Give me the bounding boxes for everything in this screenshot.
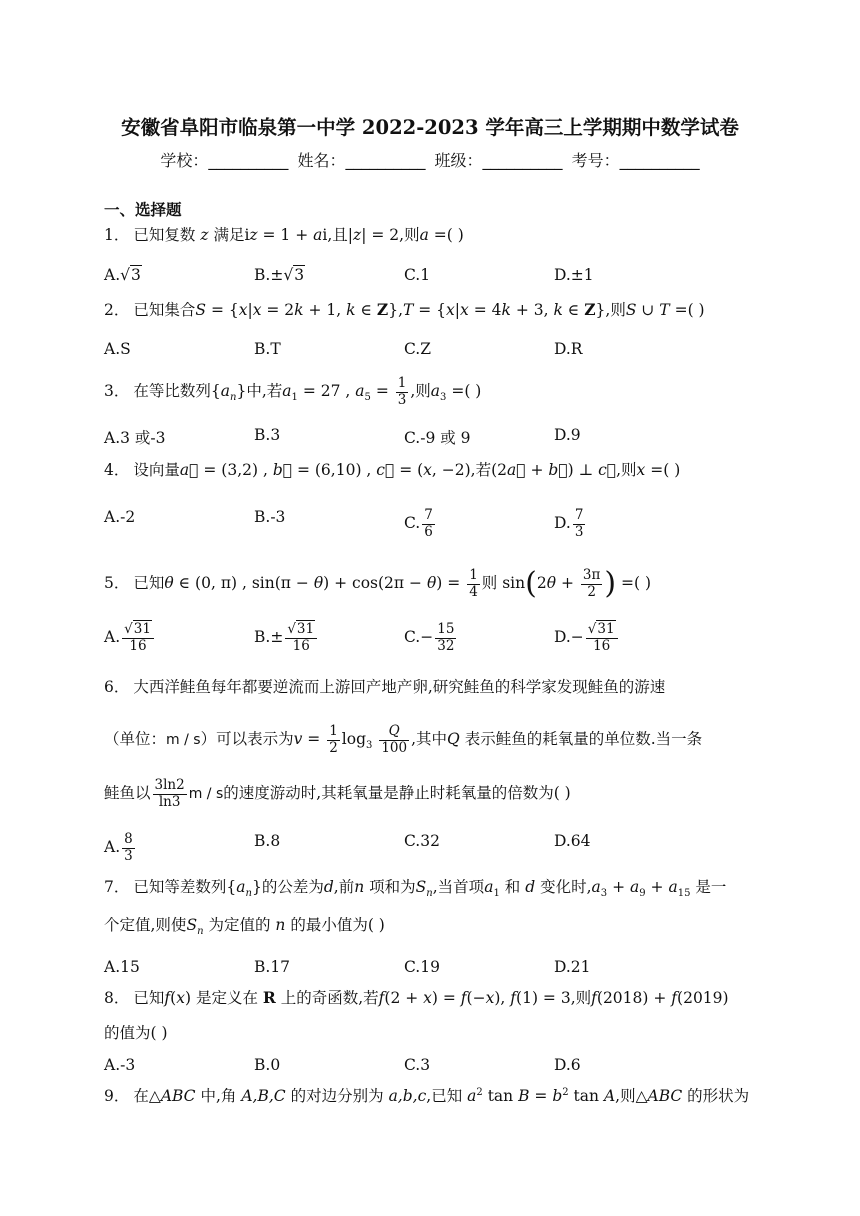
option-d[interactable]: D.− $\frac{√31}{16}$ <box>554 622 620 654</box>
question-number: 3． <box>104 382 130 401</box>
question-text: ( ) <box>446 226 464 244</box>
option-b[interactable]: B.8 <box>254 832 281 850</box>
options-4 <box>104 507 764 540</box>
question-number: 9． <box>104 1087 130 1106</box>
exam-title: 安徽省阜阳市临泉第一中学 2022-2023 学年高三上学期期中数学试卷 <box>121 116 739 139</box>
question-text: 的对边分别为 <box>290 1087 384 1106</box>
option-a[interactable]: A. $\frac{√31}{16}$ <box>104 622 156 654</box>
question-text: 已知 <box>133 989 165 1007</box>
option-a[interactable]: A.√3 <box>104 266 141 284</box>
question-text: 在 <box>133 1087 149 1106</box>
question-text: , <box>398 301 403 319</box>
option-b[interactable]: B.-3 <box>254 508 286 526</box>
option-b[interactable]: B.T <box>254 340 281 358</box>
question-text: ,当首项 <box>432 878 485 896</box>
option-c[interactable]: C.-9 或 9 <box>404 429 471 447</box>
question-text: （单位： <box>104 730 167 749</box>
question-7-line-1: 7． 已知等差数列$\{a_n\}$的公差为d,前n 项和为$S_n$,当首项$a_1$ 和 d 变化时$,a_3 + a_9 + a_{15}$ 是一 <box>104 878 727 900</box>
question-text: ( ) <box>464 382 482 401</box>
question-text: 则 <box>481 574 498 593</box>
option-a[interactable]: A.3 或-3 <box>104 429 166 447</box>
options-2 <box>104 340 764 362</box>
question-8-line-2 <box>104 1026 764 1042</box>
options-6 <box>104 831 764 864</box>
option-c[interactable]: C. $\frac{7}{6}$ <box>404 507 433 540</box>
option-b[interactable]: B.3 <box>254 426 281 444</box>
option-a[interactable]: A.-2 <box>104 508 136 526</box>
exam-number-field[interactable]: 考号：__________ <box>571 151 700 170</box>
question-text: ）可以表示为 <box>200 730 294 749</box>
question-text: , <box>500 989 506 1007</box>
question-text: 已知 <box>133 574 165 593</box>
question-text: 中,若 <box>246 382 283 401</box>
question-5: 5． 已知θ ∈ (0, π) , sin(π − θ) + cos(2π − θ) = $\frac{1}{4}$ 则 sin(2θ + $\frac{3\pi}{2}$ ) =( ) <box>104 566 652 602</box>
options-1 <box>104 266 764 288</box>
question-text: ,且 <box>327 226 348 244</box>
question-text: ( ) <box>687 301 705 319</box>
question-number: 7． <box>104 878 130 896</box>
question-text: 表示鲑鱼的耗氧量的单位数.当一条 <box>464 730 703 749</box>
question-text: 项和为 <box>369 878 416 896</box>
question-text: 在等比数列 <box>133 382 211 401</box>
question-3: 3． 在等比数列$\{a_n\}$中,若$a_1 = 27$ , $a_5$ = $\frac{1}{3}$ ,则$a_3$ =( ) <box>104 375 482 408</box>
question-number: 1． <box>104 226 130 244</box>
option-d[interactable]: D.9 <box>554 426 581 444</box>
option-b[interactable]: B.±√3 <box>254 266 305 284</box>
question-text: ,前 <box>333 878 355 896</box>
question-text: 已知等差数列 <box>133 878 227 896</box>
name-field[interactable]: 姓名：__________ <box>297 151 426 170</box>
question-text: 变化时, <box>540 878 592 896</box>
question-text: 是定义在 <box>195 989 258 1007</box>
options-3 <box>104 426 764 448</box>
option-d[interactable]: D.21 <box>554 958 591 976</box>
option-c[interactable]: C.1 <box>404 266 431 284</box>
option-c[interactable]: C.19 <box>404 958 440 976</box>
question-text: ,则 <box>616 461 637 479</box>
question-text: 已知集合 <box>133 301 196 319</box>
option-d[interactable]: D.R <box>554 340 583 358</box>
options-8 <box>104 1056 764 1078</box>
question-text: 为定值的 <box>208 916 271 934</box>
question-text: 上的奇函数,若 <box>280 989 379 1007</box>
question-text: ( ) <box>634 574 652 593</box>
student-info-line <box>0 148 860 171</box>
question-number: 2． <box>104 301 130 319</box>
option-b[interactable]: B.17 <box>254 958 291 976</box>
question-text: 是一 <box>695 878 727 896</box>
option-c[interactable]: C.32 <box>404 832 440 850</box>
option-d[interactable]: D.64 <box>554 832 591 850</box>
question-text: ( ) <box>663 461 681 479</box>
question-text: 中,角 <box>200 1087 237 1106</box>
question-6-line-3: 鲑鱼以 $\frac{3\ln 2}{\ln 3}$ m / s的速度游动时,其耗氧量是静止时耗氧量的倍数为( ) <box>104 777 571 810</box>
question-text: 的最小值为( ) <box>290 916 385 934</box>
question-4: 4． 设向量a⃗ = (3,2) , b⃗ = (6,10) , c⃗ = (x, −2),若(2a⃗ + b⃗) ⊥ c⃗,则x =( ) <box>104 461 681 479</box>
question-8-line-1: 8． 已知f(x) 是定义在 R 上的奇函数,若f(2 + x) = f(−x), f(1) = 3,则f(2018) + f(2019) <box>104 988 729 1007</box>
option-b[interactable]: B.0 <box>254 1056 281 1074</box>
class-field[interactable]: 班级：__________ <box>434 151 563 170</box>
option-d[interactable]: D.±1 <box>554 266 594 284</box>
question-7-line-2: 个定值,则使$S_n$ 为定值的 n 的最小值为( ) <box>104 916 385 938</box>
question-text: 的形状为 <box>687 1087 750 1106</box>
option-d[interactable]: D.6 <box>554 1056 581 1074</box>
question-text: 鲑鱼以 <box>104 784 151 803</box>
option-d[interactable]: D. $\frac{7}{3}$ <box>554 507 584 540</box>
question-number: 4． <box>104 461 130 479</box>
option-a[interactable]: A.-3 <box>104 1056 136 1074</box>
option-c[interactable]: C.Z <box>404 340 432 358</box>
option-c[interactable]: C.− $\frac{15}{32}$ <box>404 621 455 654</box>
question-number: 5． <box>104 574 130 593</box>
question-6-line-2: （单位：m / s）可以表示为v = $\frac{1}{2}$ $\log_3$ $\frac{Q}{100}$ ,其中Q 表示鲑鱼的耗氧量的单位数.当一条 <box>104 723 703 756</box>
options-7 <box>104 958 764 980</box>
question-text: 和 <box>504 878 521 896</box>
question-text: ,则 <box>399 226 420 244</box>
question-text: ,则 <box>570 989 592 1007</box>
question-6-line-1 <box>104 680 764 696</box>
school-field[interactable]: 学校：__________ <box>160 151 289 170</box>
question-text: ,则 <box>605 301 626 319</box>
question-text: 的速度游动时,其耗氧量是静止时耗氧量的倍数为( ) <box>223 784 571 803</box>
question-text: 设向量 <box>133 461 180 479</box>
question-text: 已知复数 <box>133 226 196 244</box>
question-9-line-1: 9． 在△ABC 中,角 A,B,C 的对边分别为 a,b,c,已知 $a^2$ $\tan B = b^2$ tan A,则△ABC 的形状为 <box>104 1087 750 1106</box>
question-number: 8． <box>104 989 130 1007</box>
question-text: 的公差为 <box>261 878 324 896</box>
question-text: ,其中 <box>411 730 448 749</box>
question-text: 个定值,则使 <box>104 916 187 934</box>
question-text: ,则 <box>615 1087 636 1106</box>
section-heading: 一、选择题 <box>104 201 182 219</box>
question-text: 大西洋鲑鱼每年都要逆流而上游回产地产卵,研究鲑鱼的科学家发现鲑鱼的游速 <box>133 678 666 696</box>
option-a[interactable]: A.S <box>104 340 131 358</box>
question-text: ,已知 <box>426 1087 463 1106</box>
question-number: 6． <box>104 678 130 696</box>
question-2: 2． 已知集合S = {x|x = 2k + 1, k ∈ Z},T = {x|x = 4k + 3, k ∈ Z},则S ∪ T =( ) <box>104 300 705 319</box>
option-c[interactable]: C.3 <box>404 1056 431 1074</box>
option-a[interactable]: A.15 <box>104 958 140 976</box>
question-text: ,则 <box>410 382 431 401</box>
options-5 <box>104 621 764 654</box>
question-text: 满足 <box>213 226 245 244</box>
question-1: 1． 已知复数 z 满足iz = 1 + ai,且|z| = 2,则a =( ) <box>104 226 464 244</box>
option-b[interactable]: B.± $\frac{√31}{16}$ <box>254 622 319 654</box>
option-a[interactable]: A. $\frac{8}{3}$ <box>104 831 133 864</box>
question-text: 的值为( ) <box>104 1024 168 1042</box>
question-text: ,若 <box>470 461 492 479</box>
